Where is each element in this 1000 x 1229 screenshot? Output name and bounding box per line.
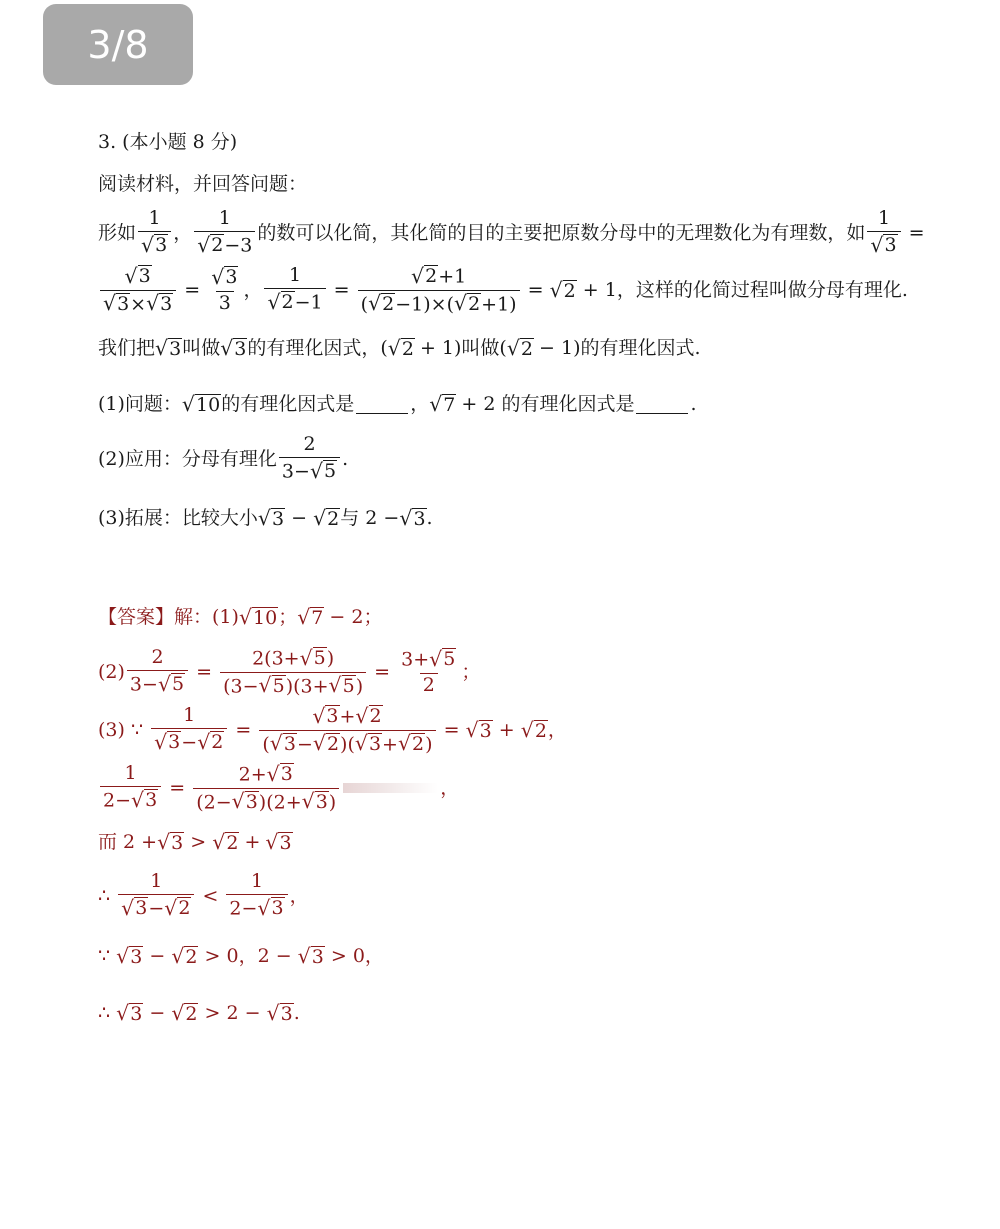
fraction: 2(3+ √ 5 ) (3− √ 5 )(3+ √ 5 ) — [220, 647, 366, 697]
question-header-text: 3. (本小题 8 分) — [98, 130, 238, 153]
fraction: 2+ √ 3 (2− √ 3 )(2+ √ 3 ) — [193, 763, 339, 813]
material-text: 的有理化因式，( — [247, 336, 388, 359]
material-line-2: √ 3 √ 3 × √ 3 = √ 3 3 ， 1 √ 2 −1 = √ 2 +1 ( √ 2 −1)×( √ 2 +1) = √ 2 + 1， 这样的化简过程叫做分母有理化. — [98, 264, 908, 316]
answer-text: 解：(1) — [174, 605, 239, 628]
answer-label: 【答案】 — [98, 605, 175, 628]
q1-label: (1)问题： — [98, 392, 182, 415]
fraction: 1 √ 3 − √ 2 — [118, 872, 194, 919]
answer-line-5: 而 2 + √ 3 > √ 2 + √ 3 — [98, 829, 292, 854]
answer-line-7: ∵ √ 3 − √ 2 > 0，2 − √ 3 > 0， — [98, 943, 384, 968]
answer-line-4: 1 2− √ 3 = 2+ √ 3 (2− √ 3 )(2+ √ 3 ) ， — [98, 762, 459, 814]
material-text: 叫做 — [182, 336, 221, 359]
fraction: √ 3 3 — [211, 264, 238, 314]
material-text: − 1)的有理化因式. — [539, 336, 701, 359]
material-line-3: 我们把 √ 3 叫做 √ 3 的有理化因式，( √ 2 + 1)叫做( √ 2 − 1)的有理化因式. — [98, 335, 701, 360]
material-line-1: 形如 1 √ 3 ， 1 √ 2 −3 的数可以化简，其化简的目的主要把原数分母中的无理数化为有理数，如 1 √ 3 = — [98, 207, 925, 257]
answer-text: 而 2 + — [98, 830, 158, 853]
material-text: 这样的化简过程叫做分母有理化. — [635, 278, 908, 301]
fraction: 2 3− √ 5 — [279, 435, 340, 482]
question-intro — [98, 172, 307, 196]
answer-text: + — [244, 830, 261, 853]
material-text: 我们把 — [98, 336, 156, 359]
q3-text: (3)拓展：比较大小 — [98, 506, 258, 529]
answer-line-3: (3) ∵ 1 √ 3 − √ 2 = √ 3 + √ 2 ( √ 3 − √ 2 )( √ 3 + √ 2 ) = √ 3 + √ 2 ， — [98, 703, 567, 755]
fraction: 1 √ 3 − √ 2 — [151, 706, 227, 753]
material-text: 的数可以化简，其化简的目的主要把原数分母中的无理数化为有理数，如 — [257, 221, 866, 244]
sub-question-1: (1)问题： √ 10 的有理化因式是 ， √ 7 + 2 的有理化因式是 . — [98, 391, 697, 416]
smudged-text — [343, 783, 438, 793]
answer-blank[interactable] — [636, 395, 688, 414]
sub-question-3: (3)拓展：比较大小 √ 3 − √ 2 与 2 − √ 3 . — [98, 505, 433, 530]
fraction: 2 3− √ 5 — [127, 648, 188, 695]
fraction: 1 2− √ 3 — [226, 872, 287, 919]
fraction: 1 √ 3 — [138, 209, 171, 256]
fraction: 1 √ 2 −3 — [194, 209, 255, 256]
question-header — [98, 130, 237, 154]
q1-text: 的有理化因式是 — [221, 392, 355, 415]
fraction: 1 √ 2 −1 — [264, 266, 325, 313]
answer-line-8: ∴ √ 3 − √ 2 > 2 − √ 3 . — [98, 1000, 300, 1025]
q1-text: + 2 的有理化因式是 — [461, 392, 635, 415]
answer-line-2: (2) 2 3− √ 5 = 2(3+ √ 5 ) (3− √ 5 )(3+ √ 5 ) = 3+ √ 5 2 ； — [98, 645, 481, 697]
fraction: √ 3 √ 3 × √ 3 — [100, 265, 176, 315]
material-text: + 1)叫做( — [419, 336, 507, 359]
answer-line-6: ∴ 1 √ 3 − √ 2 < 1 2− √ 3 ， — [98, 870, 309, 920]
answer-text: − 2； — [329, 605, 383, 628]
material-text: 形如 — [98, 221, 137, 244]
fraction: 1 2− √ 3 — [100, 764, 161, 811]
q3-text: 与 2 − — [340, 506, 400, 529]
fraction: 3+ √ 5 2 — [401, 646, 456, 696]
fraction: √ 2 +1 ( √ 2 −1)×( √ 2 +1) — [358, 265, 520, 315]
page-indicator: 3/8 — [43, 4, 193, 85]
q2-text: (2)应用：分母有理化 — [98, 447, 277, 470]
question-intro-text: 阅读材料，并回答问题： — [98, 172, 308, 195]
fraction: 1 √ 3 — [867, 209, 900, 256]
answer-line-1: 【答案】 解：(1) √ 10 ； √ 7 − 2； — [98, 604, 383, 629]
answer-text: ； — [278, 605, 298, 628]
q1-text: ， — [410, 392, 430, 415]
fraction: √ 3 + √ 2 ( √ 3 − √ 2 )( √ 3 + √ 2 ) — [259, 705, 435, 755]
answer-blank[interactable] — [356, 395, 408, 414]
sub-question-2: (2)应用：分母有理化 2 3− √ 5 . — [98, 433, 349, 483]
